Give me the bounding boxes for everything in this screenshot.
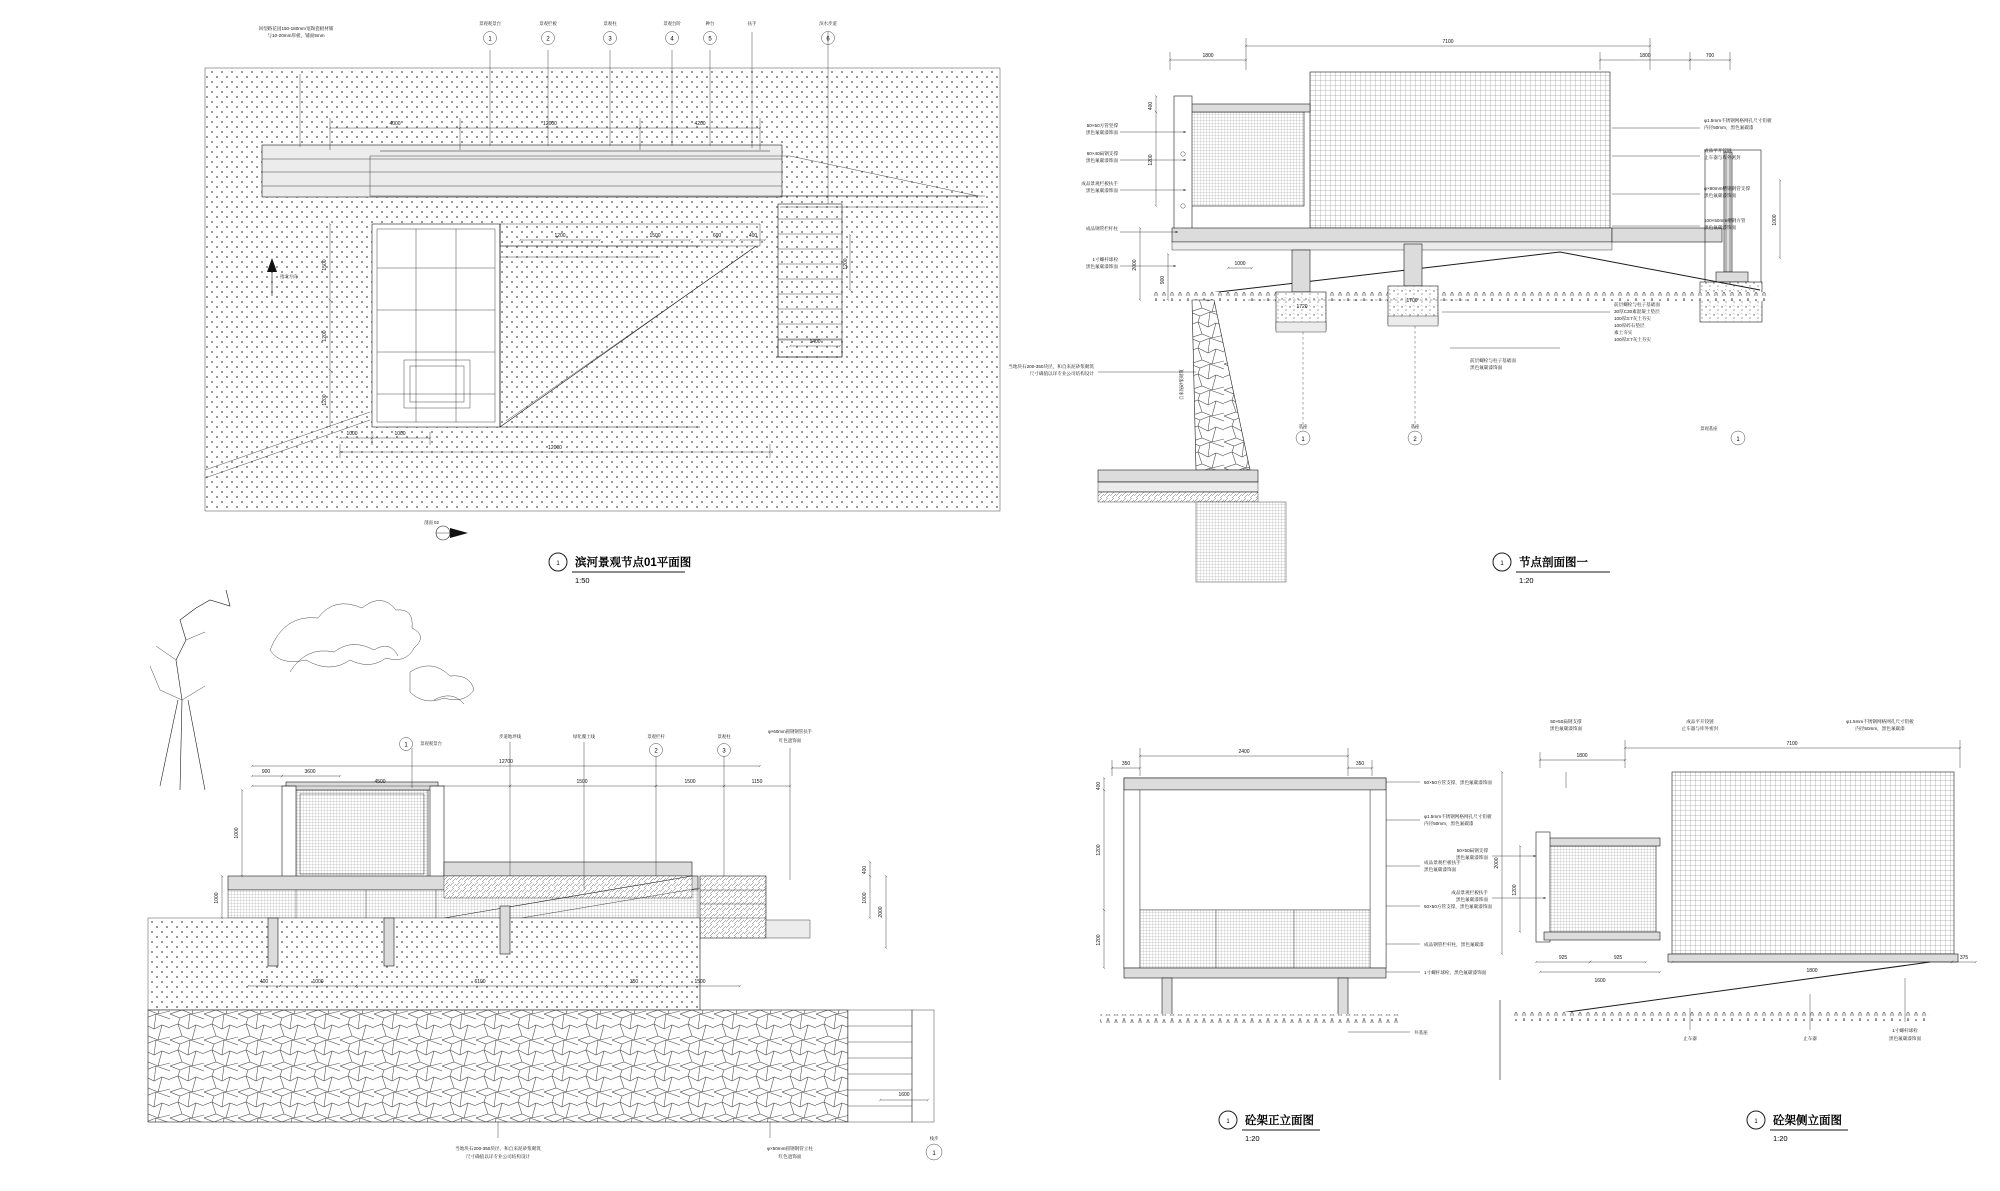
section1-leader-right-4-l3: 100厚碎石垫层 [1614, 323, 1645, 328]
frameside-leader-left-1-l1: 成品景观栏板扶手 [1451, 890, 1488, 895]
section1-title-block [1493, 553, 1610, 585]
panel-frame-front [1096, 748, 1492, 1143]
section1-leader-right-4-l2: 100厚3:7灰土夯实 [1614, 316, 1652, 321]
frameside-dim-bot-1: 925 [1613, 955, 1623, 961]
elev-dim-top-5: 1500 [684, 779, 696, 785]
framefront-leader-5: 1寸螺杆球栓，黑色氟碳漆饰面 [1424, 970, 1487, 975]
section1-leader-right-0-l1: φ1.5mm不锈钢网格网孔尺寸铝板 [1704, 118, 1772, 123]
frameside-leader-bot-2-l2: 黑色氟碳漆饰面 [1888, 1036, 1922, 1041]
framefront-leader-6: 井基座 [1414, 1030, 1428, 1035]
section1-dim-bot-2: 1000 [1234, 261, 1246, 267]
section1-base-label: 景观基座 [1700, 426, 1718, 431]
plan-leader-5-label: 种台 [705, 21, 715, 26]
framefront-leader-2-l1: 成品景观栏板扶手 [1424, 860, 1461, 865]
plan-north-label: 指北方向 [280, 274, 298, 279]
elev-dim-bot-3: 350 [629, 979, 639, 985]
section1-leaders-left [1081, 122, 1186, 270]
section1-leader-right-5-l2: 黑色氟碳漆饰面 [1470, 365, 1503, 370]
plan-dim-left-0: 1500 [322, 259, 328, 271]
plan-leader-1-label: 景观观景台 [479, 21, 501, 26]
section1-dim-top-1: 7100 [1442, 39, 1454, 45]
plan-leader-0-line2: 与10-20mm厚板，铺面5mm [267, 33, 325, 38]
frameside-leader-bot-0: 止车器 [1683, 1036, 1697, 1041]
section1-leader-right-4-l5: 100厚3:7灰土夯实 [1614, 337, 1652, 342]
elev-dim-bot-1: 1000 [312, 979, 324, 985]
plan-title-block [549, 553, 692, 585]
elev-leader-0-tag: 1 [404, 742, 408, 749]
framefront-scale: 1:20 [1245, 1134, 1260, 1143]
frameside-railing [1536, 832, 1660, 942]
frameside-dim-bot-4: 375 [1959, 955, 1969, 961]
elev-note-0-l2: 尺寸确值以详专业公司结构设计 [465, 1154, 531, 1159]
frameside-dim-bot-0: 925 [1558, 955, 1568, 961]
elev-dim-right-1: 1000 [862, 892, 868, 904]
framefront-leader-1-l1: φ1.5mm不锈钢网格网孔尺寸铝板 [1424, 814, 1492, 819]
plan-pavilion [372, 224, 500, 427]
section1-leader-right-1-l1: 成品平开铰链 [1704, 148, 1732, 153]
section1-dims-left [1132, 96, 1168, 300]
section1-leader-left-1-l1: 60×40扁钢支撑 [1086, 151, 1118, 156]
framefront-leader-1-l2: 内径50mm，黑色氟碳漆 [1424, 821, 1474, 826]
section1-bottom-note-l2: 尺寸确值以详专业公司结构设计 [1029, 371, 1094, 376]
elevation-stone-base [148, 1010, 934, 1122]
plan-leader-1-tag: 1 [488, 36, 492, 43]
plan-ground-hatch [205, 68, 1000, 511]
plan-dim-right-1: 1400 [809, 339, 821, 345]
section1-dim-left-1: 1200 [1148, 154, 1154, 166]
section1-footing2-tag: 2 [1413, 437, 1417, 443]
frameside-scale: 1:20 [1773, 1134, 1788, 1143]
elev-dim-right-3: 1600 [898, 1092, 910, 1098]
elev-dim-top-1: 3600 [304, 769, 316, 775]
elev-note-2-label: 栈步 [929, 1136, 939, 1141]
section1-dim-left-2: 2000 [1132, 259, 1138, 271]
plan-leader-2-label: 景观栏板 [539, 21, 557, 26]
plan-dim-right-0: 1200 [843, 258, 849, 270]
section1-title: 节点剖面图一 [1519, 557, 1588, 569]
section1-leader-right-2-l2: 黑色氟碳漆饰面 [1704, 193, 1737, 198]
frameside-mesh-screen [1668, 772, 1958, 962]
section1-dim-left-0: 400 [1148, 101, 1154, 111]
section1-leader-right-5-l1: 前层螺栓与柱子基础面 [1470, 358, 1516, 363]
section1-dims-top [1170, 38, 1730, 70]
section1-dim-right-0: 1000 [1772, 214, 1778, 226]
section1-footing2-label: 基座 [1410, 424, 1420, 429]
framefront-title-block [1219, 1111, 1320, 1143]
frameside-dim-top-1: 7100 [1786, 741, 1798, 747]
frameside-leader-bot-1: 止车器 [1803, 1036, 1817, 1041]
section1-leader-right-2-l1: φ×80mm槽钢钢管支撑 [1704, 186, 1750, 191]
section1-footings [1276, 244, 1438, 332]
plan-dim-top-2: 4200 [694, 121, 706, 127]
elev-note-1-l1: φ×50mm圆钢钢管立柱 [767, 1146, 813, 1151]
frameside-dims-left [1494, 772, 1520, 954]
frameside-leader-top-1-l2: 止车器与库外密封 [1681, 726, 1719, 731]
section1-scale: 1:20 [1519, 576, 1534, 585]
plan-section-mark [424, 519, 468, 540]
elev-dim-top-2: 12700 [499, 759, 513, 765]
frameside-dim-left-1: 2000 [1494, 857, 1500, 869]
section1-bottom-note-l1: 当地块石200-350块径，和自来泥砂浆砌筑 [1008, 364, 1094, 369]
section1-grass [1150, 292, 1770, 301]
elev-dim-top-0: 900 [261, 769, 271, 775]
frameside-dim-top-0: 1800 [1576, 753, 1588, 759]
plan-scale: 1:50 [575, 576, 590, 585]
frameside-leader-top-0-l2: 黑色氟碳漆饰面 [1549, 726, 1583, 731]
section1-mesh-screen [1310, 72, 1610, 228]
plan-dim-bot-1: 1000 [394, 431, 406, 437]
plan-detail-number: 1 [556, 561, 560, 567]
framefront-title: 砼架正立面图 [1245, 1115, 1314, 1127]
section1-footing1-tag: 1 [1301, 437, 1305, 443]
plan-dim-top-0: 4000 [389, 121, 401, 127]
section1-leader-left-4-l2: 黑色氟碳漆饰面 [1085, 264, 1118, 269]
section1-dim-top-0: 1800 [1202, 53, 1214, 59]
elev-dim-bot-0: 400 [259, 979, 269, 985]
framefront-frame [1124, 778, 1386, 978]
elev-dim-right-2: 2000 [878, 906, 884, 918]
plan-leader-3-tag: 3 [608, 36, 612, 43]
plan-dim-inner-1: 1500 [649, 233, 661, 239]
section1-leader-left-2-l1: 成品景观栏板扶手 [1081, 181, 1118, 186]
section1-railing [1174, 96, 1310, 236]
elev-note-0-l1: 当地块石200-350块径，和自来泥砂浆砌筑 [455, 1146, 541, 1151]
section1-dim-bot-1: 1700 [1406, 298, 1418, 304]
elev-leader-1-label: 步道地坪线 [499, 734, 521, 739]
elev-note-1-l2: 红色遮饰面 [778, 1154, 802, 1159]
plan-section-label: 剖面 02 [424, 520, 439, 525]
plan-dim-inner-2: 600 [712, 233, 722, 239]
section1-leader-right-0-l2: 内径50mm，黑色氟碳漆 [1704, 125, 1754, 130]
section1-wall-note: 自来泥砂浆砌筑 [1179, 369, 1184, 400]
section1-leader-right-4-l1: 30厚C30素混凝土垫层 [1614, 309, 1660, 314]
section1-base-tag: 1 [1736, 437, 1740, 443]
panel-frame-side [1451, 718, 1976, 1143]
plan-dim-bot-0: 1000 [346, 431, 358, 437]
framefront-dims-left [1096, 778, 1104, 968]
frameside-leader-top-2-l2: 内径50mm，黑色氟碳漆 [1855, 726, 1905, 731]
framefront-dim-left-1: 1200 [1096, 844, 1102, 856]
plan-dim-left-2: 1200 [322, 394, 328, 406]
panel-elevation [148, 590, 942, 1160]
elevation-soil [148, 918, 700, 1010]
frameside-leader-left-0-l2: 黑色氟碳漆饰面 [1455, 855, 1488, 860]
section1-retaining-wall [1098, 300, 1286, 582]
section1-deck-slab [1172, 228, 1722, 250]
section1-leader-left-2-l2: 黑色氟碳漆饰面 [1085, 188, 1118, 193]
plan-dim-bot-2: 12000 [548, 445, 562, 451]
elev-dim-bot-4: 1500 [694, 979, 706, 985]
framefront-leader-2-l2: 黑色氟碳漆饰面 [1424, 867, 1457, 872]
frameside-dim-bot-2: 1600 [1594, 978, 1606, 984]
plan-leader-3-label: 景观柱 [603, 21, 617, 26]
section1-leader-right-1-l2: 止车器与库外密封 [1704, 155, 1741, 160]
plan-dim-left-1: 1200 [322, 330, 328, 342]
section1-dim-top-3: 700 [1705, 53, 1715, 59]
framefront-dim-left-0: 400 [1096, 781, 1102, 791]
section1-leader-left-0-l1: 50×50方管竖撑 [1086, 123, 1118, 128]
elev-leader-3-tag: 2 [654, 748, 658, 755]
elev-dim-left-1: 1000 [214, 892, 220, 904]
framefront-dim-left-2: 1200 [1096, 934, 1102, 946]
plan-leader-6-label: 扶手 [747, 21, 757, 26]
framefront-posts [1100, 978, 1400, 1023]
plan-dim-top-1: 12000 [543, 121, 557, 127]
elevation-notes-bottom [455, 1122, 942, 1160]
elevation-tree [150, 590, 474, 790]
section1-leader-left-4-l1: 1寸螺杆球栓 [1092, 257, 1118, 262]
section1-detail-number: 1 [1500, 561, 1504, 567]
elev-dim-left-0: 1000 [234, 827, 240, 839]
framefront-dim-top-1: 2400 [1238, 749, 1250, 755]
elev-leader-5-l2: 红色遮饰面 [779, 738, 801, 743]
framefront-leader-0: 50×50方管支撑，黑色氟碳漆饰面 [1424, 780, 1493, 785]
section1-leader-left-0-l2: 黑色氟碳漆饰面 [1085, 130, 1118, 135]
frameside-leaders-bottom [1683, 978, 1921, 1042]
frameside-leader-left-1-l2: 黑色氟碳漆饰面 [1455, 897, 1488, 902]
elev-dim-top-3: 4500 [374, 779, 386, 785]
elev-note-2-tag: 1 [932, 1151, 936, 1157]
plan-leader-7-label: 滨水步道 [819, 21, 837, 26]
plan-leader-5-tag: 5 [708, 36, 712, 43]
plan-leader-0-line1: 回型路花园150-180mm宽陶瓷板材铺 [258, 26, 334, 31]
frameside-dim-left-0: 1200 [1512, 884, 1518, 896]
section1-leader-right-3-l2: 黑色氟碳漆饰面 [1704, 225, 1737, 230]
plan-title: 滨河景观节点01平面图 [575, 557, 692, 569]
framefront-detail-number: 1 [1226, 1119, 1230, 1125]
elev-leader-3-label: 景观栏杆 [647, 734, 665, 739]
elev-dim-right-0: 400 [862, 865, 868, 875]
frameside-leader-top-0-l1: 50×50扁钢支撑 [1550, 719, 1582, 724]
panel-section-1 [1008, 38, 1780, 585]
section1-dim-top-2: 1800 [1639, 53, 1651, 59]
plan-leader-2-tag: 2 [546, 36, 550, 43]
frameside-leader-left-0-l1: 50×50扁钢支撑 [1456, 848, 1488, 853]
section1-leader-left-1-l2: 黑色氟碳漆饰面 [1085, 158, 1118, 163]
elev-dim-bot-2: 6100 [474, 979, 486, 985]
section1-footing1-label: 基座 [1298, 424, 1308, 429]
plan-leader-4-label: 景观台阶 [663, 21, 681, 26]
frameside-leader-bot-2-l1: 1寸螺杆球栓 [1892, 1028, 1918, 1033]
frameside-leader-top-1-l1: 成品平开铰链 [1686, 719, 1714, 724]
framefront-dim-top-0: 350 [1121, 761, 1131, 767]
section1-leader-right-4-l4: 素土夯实 [1614, 330, 1633, 335]
frameside-title: 砼架侧立面图 [1773, 1115, 1842, 1127]
frameside-detail-number: 1 [1754, 1119, 1758, 1125]
frameside-dims-top [1540, 740, 1960, 768]
frameside-leader-top-2-l1: φ1.5mm不锈钢网格网孔尺寸铝板 [1846, 719, 1914, 724]
frameside-leaders-left [1451, 847, 1546, 903]
panel-plan [205, 20, 1000, 585]
elev-leader-2-label: 绿化覆土线 [573, 734, 595, 739]
elev-dim-top-4: 1500 [576, 779, 588, 785]
frameside-title-block [1747, 1111, 1848, 1143]
section1-dim-left-3: 900 [1160, 275, 1166, 285]
framefront-leader-4: 成品钢管栏杆柱，黑色氟碳漆 [1424, 942, 1484, 947]
section1-dim-bot-0: 1720 [1296, 304, 1308, 310]
frameside-grass [1510, 1012, 1930, 1021]
plan-leader-4-tag: 4 [670, 36, 674, 43]
section1-leader-right-4-l0: 前层螺栓与柱子基础面 [1614, 302, 1660, 307]
framefront-leader-3: 50×50方管支撑，黑色氟碳漆饰面 [1424, 904, 1493, 909]
elev-leader-0-label: 景观观景台 [420, 741, 442, 746]
plan-leader-7-tag: 6 [826, 36, 830, 43]
plan-dim-inner-3: 400 [748, 233, 758, 239]
plan-dim-inner-0: 1200 [554, 233, 566, 239]
elev-leader-4-tag: 3 [722, 748, 726, 755]
plan-deck [262, 145, 782, 197]
elev-dim-top-6: 1150 [751, 779, 763, 785]
section1-leader-left-3: 成品钢管栏杆柱 [1085, 226, 1118, 231]
framefront-dim-top-2: 350 [1355, 761, 1365, 767]
framefront-dims-top [1112, 748, 1372, 776]
section1-leader-right-3-l1: 100×50mm槽钢方管 [1704, 218, 1746, 223]
elev-leader-5-l1: φ×60mm圆钢钢管扶手 [768, 729, 812, 734]
frameside-dim-bot-3: 1800 [1806, 968, 1818, 974]
elev-leader-4-label: 景观柱 [717, 734, 731, 739]
